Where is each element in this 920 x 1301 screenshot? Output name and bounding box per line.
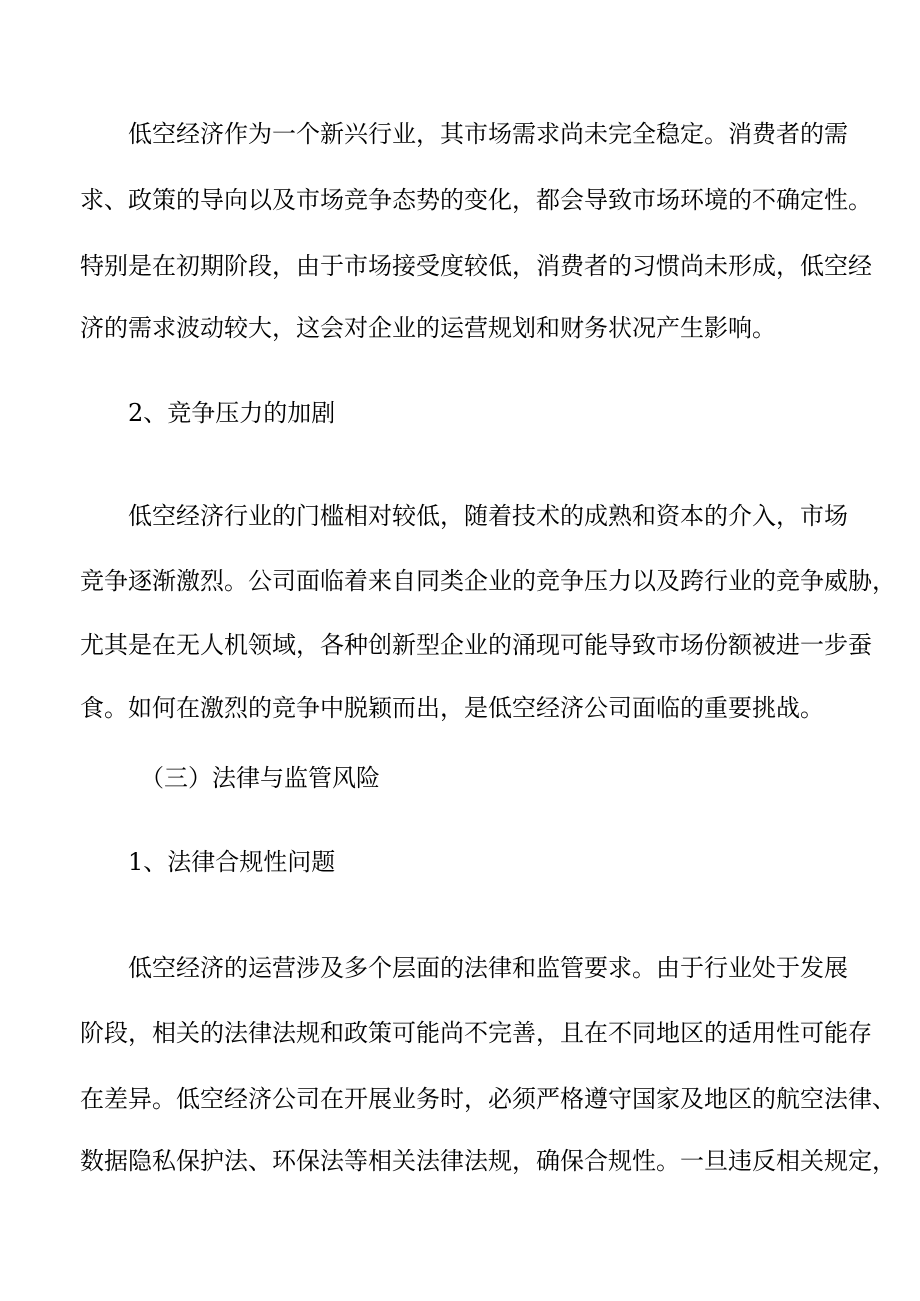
paragraph-line: 低空经济行业的门槛相对较低，随着技术的成熟和资本的介入，市场 — [80, 502, 848, 530]
section-heading-legal-risk: （三）法律与监管风险 — [140, 764, 380, 792]
paragraph-line: 低空经济的运营涉及多个层面的法律和监管要求。由于行业处于发展 — [80, 954, 848, 982]
section-heading-competition: 2、竞争压力的加剧 — [128, 399, 336, 427]
paragraph-line: 阶段，相关的法律法规和政策可能尚不完善，且在不同地区的适用性可能存 — [80, 1019, 872, 1047]
paragraph-line: 尤其是在无人机领域，各种创新型企业的涌现可能导致市场份额被进一步蚕 — [80, 631, 872, 659]
section-heading-compliance: 1、法律合规性问题 — [128, 848, 336, 876]
paragraph-line: 竞争逐渐激烈。公司面临着来自同类企业的竞争压力以及跨行业的竞争威胁， — [80, 567, 896, 595]
paragraph-line: 食。如何在激烈的竞争中脱颖而出，是低空经济公司面临的重要挑战。 — [80, 694, 824, 722]
paragraph-line: 数据隐私保护法、环保法等相关法律法规，确保合规性。一旦违反相关规定， — [80, 1147, 896, 1175]
paragraph-line: 济的需求波动较大，这会对企业的运营规划和财务状况产生影响。 — [80, 314, 776, 342]
paragraph-line: 低空经济作为一个新兴行业，其市场需求尚未完全稳定。消费者的需 — [80, 120, 848, 148]
paragraph-line: 求、政策的导向以及市场竞争态势的变化，都会导致市场环境的不确定性。 — [80, 186, 872, 214]
paragraph-line: 在差异。低空经济公司在开展业务时，必须严格遵守国家及地区的航空法律、 — [80, 1085, 896, 1113]
paragraph-line: 特别是在初期阶段，由于市场接受度较低，消费者的习惯尚未形成，低空经 — [80, 252, 872, 280]
